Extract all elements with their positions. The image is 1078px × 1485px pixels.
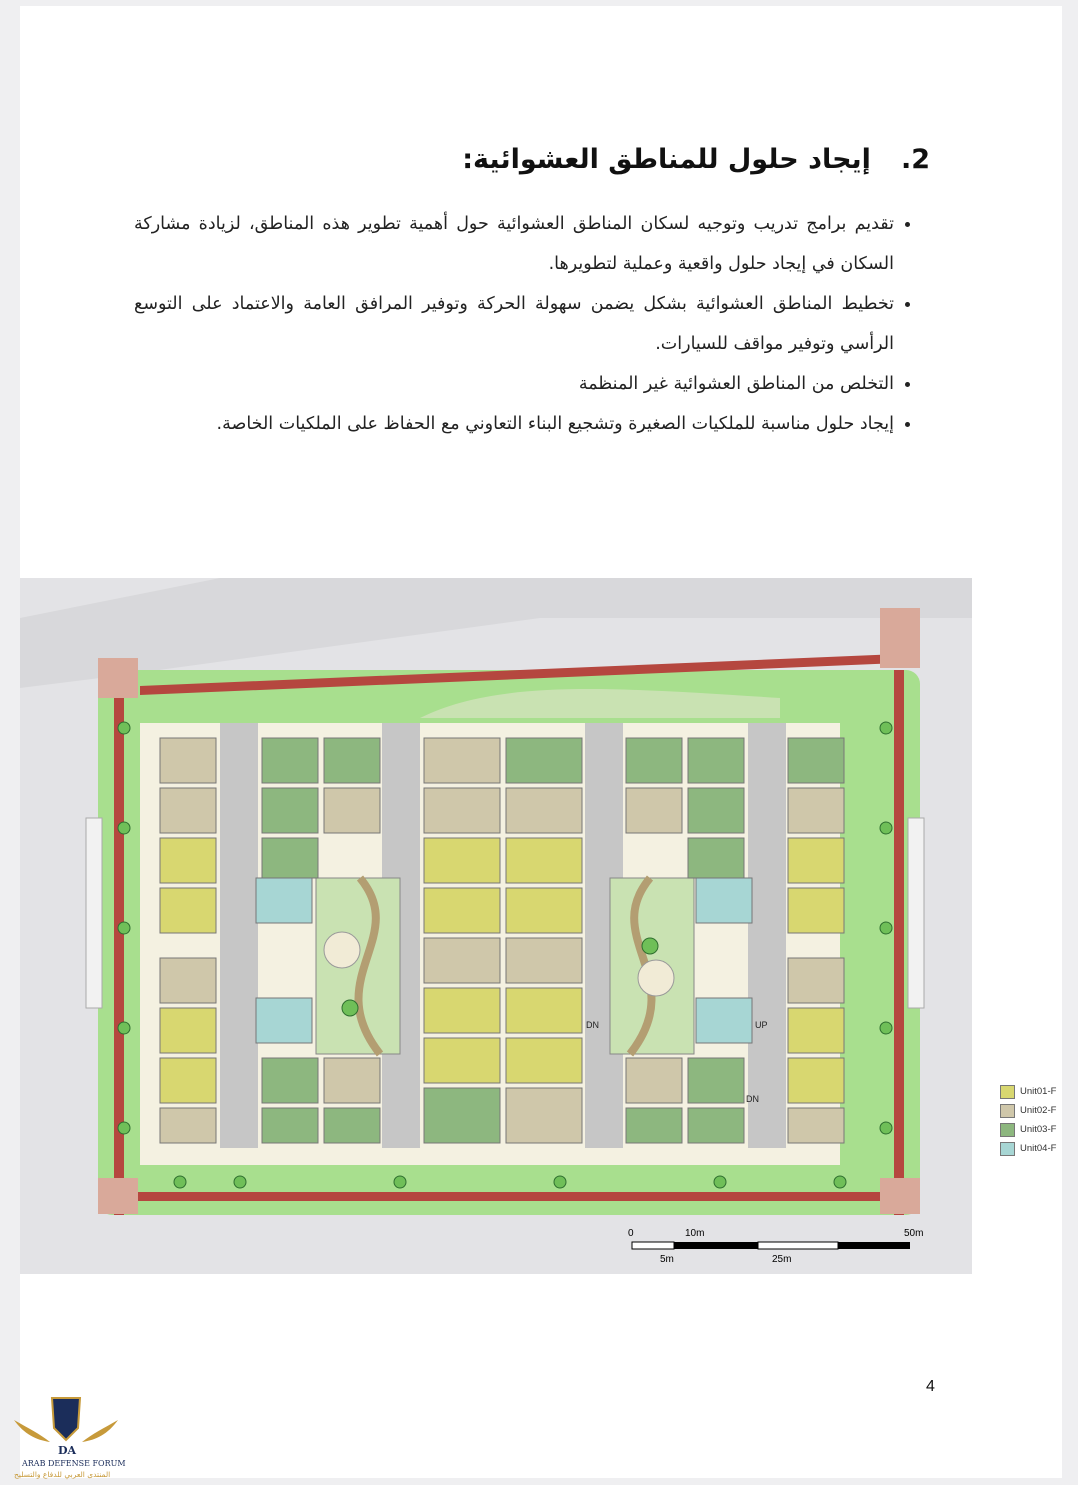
bullet-item: • التخلص من المناطق العشوائية غير المنظمة bbox=[134, 364, 894, 404]
unit-block bbox=[626, 1108, 682, 1143]
parking-right bbox=[908, 818, 924, 1008]
legend-swatch bbox=[1000, 1123, 1015, 1137]
legend-label: Unit02-F bbox=[1020, 1105, 1057, 1116]
tree bbox=[118, 922, 130, 934]
unit-block bbox=[696, 878, 752, 923]
unit-block bbox=[424, 788, 500, 833]
unit-block bbox=[506, 988, 582, 1033]
logo-arabic: المنتدى العربي للدفاع والتسليح bbox=[14, 1470, 111, 1479]
unit-block bbox=[788, 1108, 844, 1143]
path-right bbox=[894, 670, 904, 1215]
unit-block bbox=[688, 788, 744, 833]
unit-block bbox=[160, 838, 216, 883]
unit-block bbox=[626, 738, 682, 783]
scale-label: 0 bbox=[628, 1228, 634, 1239]
unit-block bbox=[160, 958, 216, 1003]
scale-label: 25m bbox=[772, 1254, 792, 1265]
unit-block bbox=[696, 998, 752, 1043]
parking-left bbox=[86, 818, 102, 1008]
legend-item bbox=[1000, 1120, 1078, 1139]
legend-label: Unit03-F bbox=[1020, 1124, 1057, 1135]
crosswalk-tr bbox=[880, 608, 920, 668]
unit-block bbox=[688, 1108, 744, 1143]
up-label: UP bbox=[755, 1020, 768, 1030]
legend-item bbox=[1000, 1101, 1078, 1120]
unit-block bbox=[424, 988, 500, 1033]
crosswalk-br bbox=[880, 1178, 920, 1214]
unit-block bbox=[788, 738, 844, 783]
scale-label: 50m bbox=[904, 1228, 924, 1239]
wing-right-icon bbox=[82, 1420, 118, 1442]
bullet-item: • تقديم برامج تدريب وتوجيه لسكان المناطق العشوائية حول أهمية تطوير هذه المناطق، لزيادة مشاركة السكان في إيجاد حلول واقعية وعملية لتطويرها. bbox=[134, 204, 894, 284]
page-number: 4 bbox=[926, 1378, 935, 1395]
tree bbox=[714, 1176, 726, 1188]
unit-block bbox=[626, 788, 682, 833]
wing-left-icon bbox=[14, 1420, 50, 1442]
tree bbox=[554, 1176, 566, 1188]
unit-block bbox=[424, 738, 500, 783]
crosswalk-bl bbox=[98, 1178, 138, 1214]
unit-block bbox=[788, 788, 844, 833]
tree bbox=[118, 822, 130, 834]
tree bbox=[174, 1176, 186, 1188]
tree bbox=[880, 1122, 892, 1134]
plaza-left bbox=[324, 932, 360, 968]
legend-label: Unit01-F bbox=[1020, 1086, 1057, 1097]
bullet-item: • إيجاد حلول مناسبة للملكيات الصغيرة وتشجيع البناء التعاوني مع الحفاظ على الملكيات الخاصة. bbox=[134, 404, 894, 444]
unit-block bbox=[506, 888, 582, 933]
unit-block bbox=[262, 1108, 318, 1143]
section-title: إيجاد حلول للمناطق العشوائية: bbox=[462, 144, 871, 175]
unit-block bbox=[160, 1008, 216, 1053]
legend-item bbox=[1000, 1082, 1078, 1101]
crosswalk-tl bbox=[98, 658, 138, 698]
unit-block bbox=[506, 738, 582, 783]
logo-name: ARAB DEFENSE FORUM bbox=[22, 1459, 126, 1468]
unit-block bbox=[506, 838, 582, 883]
tree bbox=[834, 1176, 846, 1188]
scale-segment bbox=[674, 1242, 758, 1249]
corridor-1 bbox=[220, 723, 258, 1148]
unit-block bbox=[506, 788, 582, 833]
unit-block bbox=[160, 1058, 216, 1103]
forum-watermark-logo bbox=[6, 1388, 126, 1480]
tree bbox=[880, 722, 892, 734]
unit-block bbox=[688, 1058, 744, 1103]
legend-label: Unit04-F bbox=[1020, 1143, 1057, 1154]
tree bbox=[394, 1176, 406, 1188]
unit-block bbox=[788, 1008, 844, 1053]
dn-label: DN bbox=[746, 1094, 759, 1104]
courtyard-left bbox=[316, 878, 400, 1054]
unit-block bbox=[788, 838, 844, 883]
legend-swatch bbox=[1000, 1104, 1015, 1118]
unit-block bbox=[788, 1058, 844, 1103]
unit-block bbox=[324, 788, 380, 833]
unit-block bbox=[506, 1038, 582, 1083]
tree bbox=[118, 1022, 130, 1034]
logo-initials: DA bbox=[58, 1444, 77, 1457]
unit-block bbox=[262, 1058, 318, 1103]
tree bbox=[118, 1122, 130, 1134]
path-bottom bbox=[98, 1192, 920, 1201]
unit-block bbox=[688, 838, 744, 878]
plaza-right bbox=[638, 960, 674, 996]
unit-block bbox=[160, 738, 216, 783]
section-number: .2 bbox=[900, 144, 930, 175]
unit-block bbox=[788, 958, 844, 1003]
corridor-4 bbox=[748, 723, 786, 1148]
unit-block bbox=[256, 878, 312, 923]
legend-swatch bbox=[1000, 1085, 1015, 1099]
plan-legend bbox=[1000, 1082, 1078, 1158]
tree bbox=[234, 1176, 246, 1188]
unit-block bbox=[160, 1108, 216, 1143]
unit-block bbox=[626, 1058, 682, 1103]
tree bbox=[118, 722, 130, 734]
shield-icon bbox=[52, 1398, 80, 1440]
unit-block bbox=[262, 738, 318, 783]
unit-block bbox=[424, 1038, 500, 1083]
unit-block bbox=[506, 938, 582, 983]
unit-block bbox=[788, 888, 844, 933]
tree bbox=[642, 938, 658, 954]
unit-block bbox=[424, 888, 500, 933]
tree bbox=[880, 822, 892, 834]
legend-item bbox=[1000, 1139, 1078, 1158]
unit-block bbox=[424, 838, 500, 883]
scale-label: 5m bbox=[660, 1254, 674, 1265]
section-heading bbox=[462, 144, 930, 175]
scale-segment bbox=[632, 1242, 674, 1249]
tree bbox=[880, 922, 892, 934]
unit-block bbox=[262, 788, 318, 833]
scale-segment bbox=[838, 1242, 910, 1249]
unit-block bbox=[262, 838, 318, 878]
unit-block bbox=[424, 1088, 500, 1143]
legend-swatch bbox=[1000, 1142, 1015, 1156]
tree bbox=[880, 1022, 892, 1034]
unit-block bbox=[160, 888, 216, 933]
scale-label: 10m bbox=[685, 1228, 705, 1239]
dn-label: DN bbox=[586, 1020, 599, 1030]
scale-segment bbox=[758, 1242, 838, 1249]
unit-block bbox=[160, 788, 216, 833]
unit-block bbox=[324, 1108, 380, 1143]
unit-block bbox=[424, 938, 500, 983]
unit-block bbox=[688, 738, 744, 783]
bullet-list bbox=[134, 204, 920, 444]
unit-block bbox=[256, 998, 312, 1043]
unit-block bbox=[506, 1088, 582, 1143]
unit-block bbox=[324, 1058, 380, 1103]
unit-block bbox=[324, 738, 380, 783]
bullet-item: • تخطيط المناطق العشوائية بشكل يضمن سهولة الحركة وتوفير المرافق العامة والاعتماد على التوسع الرأسي وتوفير مواقف للسيارات. bbox=[134, 284, 894, 364]
site-plan bbox=[20, 578, 972, 1274]
document-page bbox=[20, 6, 1062, 1478]
tree bbox=[342, 1000, 358, 1016]
